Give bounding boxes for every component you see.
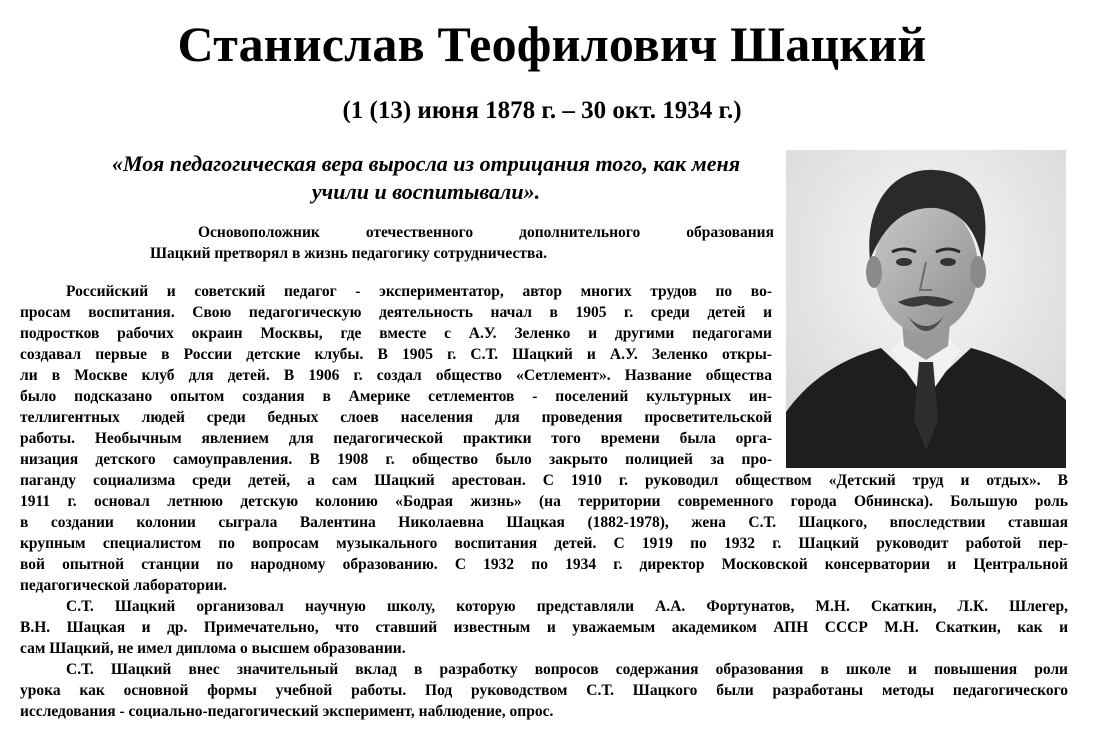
epigraph-quote: «Моя педагогическая вера выросла из отрицания того, как меня учили и воспитывали». [111,151,741,204]
text-line: С.Т. Шацкий организовал научную школу, которую представляли А.А. Фортунатов, М.Н. Скаткин, Л.К. Шлегер, [66,598,1068,615]
text-line: 1911 г. основал летнюю детскую колонию «Бодрая жизнь» (на территории современного города Обнинска). Большую роль [20,493,1068,510]
text-line: низация детского самоуправления. В 1908 г. общество было закрыто полицией за про- [20,451,772,468]
biography-text [20,281,1068,722]
text-line: сам Шацкий, не имел диплома о высшем образовании. [20,640,406,657]
text-line: С.Т. Шацкий внес значительный вклад в разработку вопросов содержания образования в школе и повышения роли [66,661,1068,678]
text-line: урока как основной формы учебной работы. Под руководством С.Т. Шацкого были разработаны методы педагогического [20,682,1068,699]
text-line: было подсказано опытом создания в Америке сетлементов - поселений культурных ин- [20,388,772,405]
text-line: создавал первые в России детские клубы. В 1905 г. С.Т. Шацкий и А.У. Зеленко откры- [20,346,772,363]
intro-line: Основоположник отечественного дополнительного образования [198,224,774,241]
text-line: вой опытной станции по народному образованию. С 1932 по 1934 г. директор Московской консерватории и Центральной [20,556,1068,573]
text-line: теллигентных людей среди бедных слоев населения для проведения просветительской [20,409,772,426]
text-line: паганду социализма среди детей, а сам Шацкий арестован. С 1910 г. руководил обществом «Детский труд и отдых». В [20,472,1068,489]
text-line: просам воспитания. Свою педагогическую деятельность начал в 1905 г. среди детей и [20,304,772,321]
text-line: исследования - социально-педагогический эксперимент, наблюдение, опрос. [20,703,554,720]
life-dates: (1 (13) июня 1878 г. – 30 окт. 1934 г.) [342,97,742,124]
intro-statement [150,222,774,264]
page-title: Станислав Теофилович Шацкий [177,16,927,72]
text-line: подростков рабочих окраин Москвы, где вместе с А.У. Зеленко и другими педагогами [20,325,772,342]
intro-line: Шацкий претворял в жизнь педагогику сотрудничества. [150,245,547,262]
text-line: ли в Москве клуб для детей. В 1906 г. создал общество «Сетлемент». Название общества [20,367,772,384]
text-line: В.Н. Шацкая и др. Примечательно, что ставший известным и уважаемым академиком АПН СССР М.Н. Скаткин, как и [20,619,1068,636]
text-line: в создании колонии сыграла Валентина Николаевна Шацкая (1882-1978), жена С.Т. Шацкого, впоследствии ставшая [20,514,1068,531]
text-line: педагогической лаборатории. [20,577,227,594]
text-line: работы. Необычным явлением для педагогической практики того времени была орга- [20,430,772,447]
text-line: Российский и советский педагог - экспериментатор, автор многих трудов по во- [66,283,772,300]
text-line: крупным специалистом по вопросам музыкального воспитания детей. С 1919 по 1932 г. Шацкий руководит работой пер- [20,535,1068,552]
